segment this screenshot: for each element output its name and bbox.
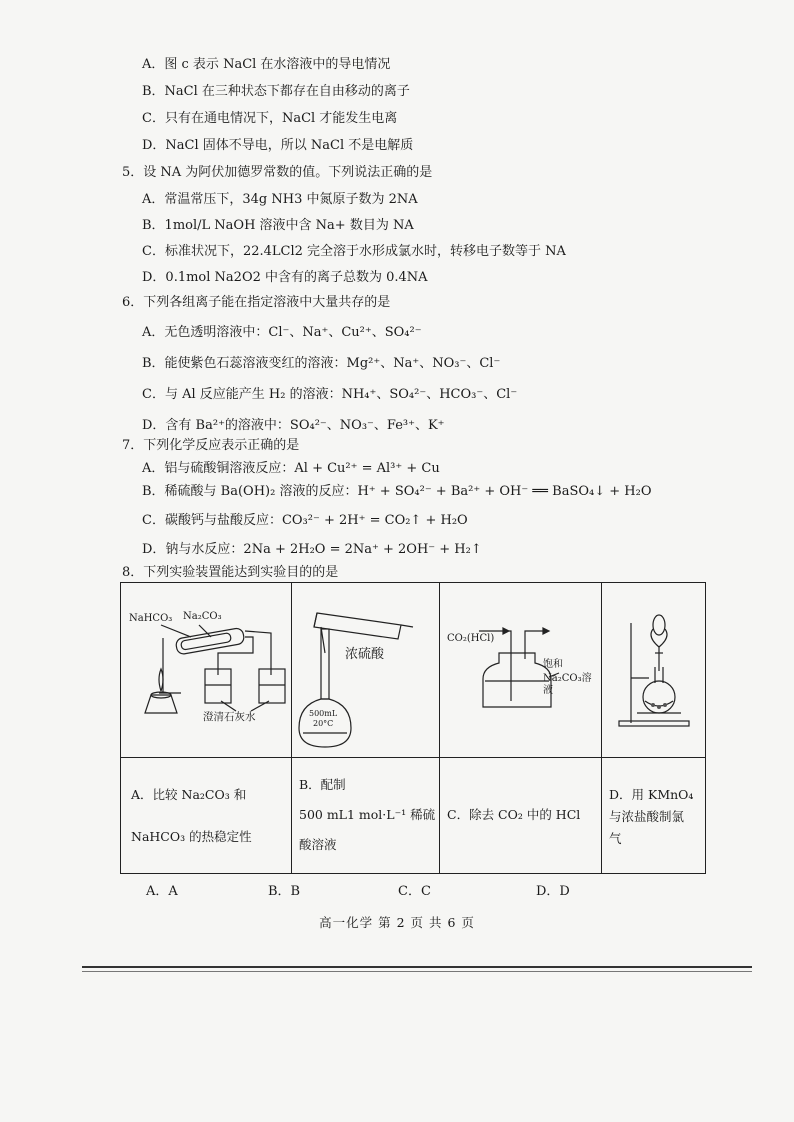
label-na2co3: Na₂CO₃: [183, 611, 222, 622]
q7-option-c: C．碳酸钙与盐酸反应：CO₃²⁻ + 2H⁺ = CO₂↑ + H₂O: [142, 513, 468, 528]
q4-option-a: A．图 c 表示 NaCl 在水溶液中的导电情况: [142, 57, 391, 72]
cell-a-line1: A．比较 Na₂CO₃ 和: [131, 787, 247, 802]
q7-stem: 7．下列化学反应表示正确的是: [122, 438, 300, 453]
q5-stem: 5．设 NA 为阿伏加德罗常数的值。下列说法正确的是: [122, 165, 433, 180]
q8-answer-a: A．A: [146, 884, 178, 899]
q6-option-c: C．与 Al 反应能产生 H₂ 的溶液：NH₄⁺、SO₄²⁻、HCO₃⁻、Cl⁻: [142, 387, 518, 402]
q5-option-b: B．1mol/L NaOH 溶液中含 Na+ 数目为 NA: [142, 218, 414, 233]
q8-answer-d: D．D: [536, 884, 570, 899]
cell-a-line2: NaHCO₃ 的热稳定性: [131, 829, 252, 844]
q7-option-d: D．钠与水反应：2Na + 2H₂O = 2Na⁺ + 2OH⁻ + H₂↑: [142, 542, 482, 557]
q4-option-c: C．只有在通电情况下，NaCl 才能发生电离: [142, 111, 398, 126]
cell-d-line3: 气: [609, 831, 622, 846]
cell-b-line1: B．配制: [299, 777, 346, 792]
label-nahco3: NaHCO₃: [129, 613, 173, 624]
cell-c-line1: C．除去 CO₂ 中的 HCl: [447, 807, 581, 822]
q6-option-b: B．能使紫色石蕊溶液变红的溶液：Mg²⁺、Na⁺、NO₃⁻、Cl⁻: [142, 356, 501, 371]
cell-d-line1: D．用 KMnO₄: [609, 787, 694, 802]
q5-option-a: A．常温常压下，34g NH3 中氮原子数为 2NA: [142, 192, 418, 207]
q6-option-d: D．含有 Ba²⁺的溶液中：SO₄²⁻、NO₃⁻、Fe³⁺、K⁺: [142, 418, 445, 433]
bottom-rule-thin: [82, 971, 752, 972]
q4-option-b: B．NaCl 在三种状态下都存在自由移动的离子: [142, 84, 410, 99]
q4-option-d: D．NaCl 固体不导电，所以 NaCl 不是电解质: [142, 138, 414, 153]
q7-option-a: A．铝与硫酸铜溶液反应：Al + Cu²⁺ = Al³⁺ + Cu: [142, 461, 440, 476]
apparatus-b-drawing: [291, 583, 439, 757]
cell-d-line2: 与浓盐酸制氯: [609, 809, 685, 824]
experiment-table: [120, 582, 706, 874]
apparatus-a-drawing: [121, 583, 291, 757]
cell-b-line3: 酸溶液: [299, 837, 337, 852]
label-flask-volume: 500mL: [309, 709, 338, 718]
label-saturated: 饱和: [543, 659, 563, 670]
bottom-rule: [82, 966, 752, 968]
label-limewater: 澄清石灰水: [203, 711, 256, 723]
label-flask-temp: 20°C: [313, 719, 334, 728]
apparatus-c-drawing: [439, 583, 601, 757]
label-co2-hcl: CO₂(HCl): [447, 633, 495, 644]
label-na2co3-solution: Na₂CO₃溶液: [543, 673, 592, 696]
q8-stem: 8．下列实验装置能达到实验目的的是: [122, 565, 339, 580]
page-footer: 高一化学 第 2 页 共 6 页: [319, 915, 475, 930]
cell-b-line2: 500 mL1 mol·L⁻¹ 稀硫: [299, 807, 436, 822]
q6-option-a: A．无色透明溶液中：Cl⁻、Na⁺、Cu²⁺、SO₄²⁻: [142, 325, 422, 340]
apparatus-d-drawing: [601, 583, 707, 757]
q8-answer-c: C．C: [398, 884, 431, 899]
q6-stem: 6．下列各组离子能在指定溶液中大量共存的是: [122, 295, 391, 310]
label-conc-h2so4: 浓硫酸: [345, 647, 385, 662]
q7-option-b: B．稀硫酸与 Ba(OH)₂ 溶液的反应：H⁺ + SO₄²⁻ + Ba²⁺ + OH⁻ ══ BaSO₄↓ + H₂O: [142, 484, 652, 499]
q5-option-d: D．0.1mol Na2O2 中含有的离子总数为 0.4NA: [142, 270, 428, 285]
q8-answer-b: B．B: [268, 884, 301, 899]
q5-option-c: C．标准状况下，22.4LCl2 完全溶于水形成氯水时，转移电子数等于 NA: [142, 244, 566, 259]
